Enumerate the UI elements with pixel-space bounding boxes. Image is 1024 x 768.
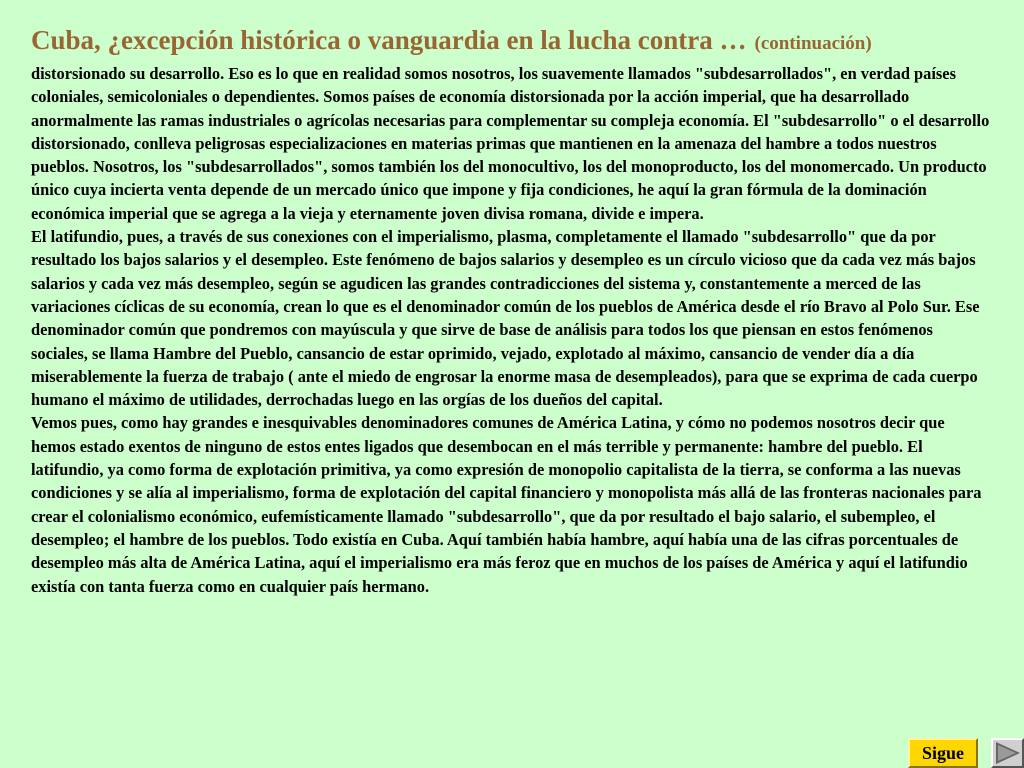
play-arrow-button[interactable] xyxy=(991,738,1024,768)
slide-title-main: Cuba, ¿excepción histórica o vanguardia en la lucha contra … xyxy=(31,25,747,55)
next-button[interactable]: Sigue xyxy=(908,738,978,768)
slide-title xyxy=(31,18,1001,64)
slide-title-suffix: (continuación) xyxy=(754,33,872,54)
body-paragraph: distorsionado su desarrollo. Eso es lo que en realidad somos nosotros, los suavemente llamados "subdesarrollados", en verdad países coloniales, semicoloniales o dependientes. Somos países de economía distorsionada por la acción imperial, que ha desarrollado anormalmente las ramas industriales o agrícolas necesarias para complementar su compleja economía. El "subdesarrollo" o el desarrollo distorsionado, conlleva peligrosas especializaciones en materias primas que mantienen en la amenaza del hambre a todos nuestros pueblos. Nosotros, los "subdesarrollados", somos también los del monocultivo, los del monoproducto, los del monomercado. Un producto único cuya incierta venta depende de un mercado único que impone y fija condiciones, he aquí la gran fórmula de la dominación económica imperial que se agrega a la vieja y eternamente joven divisa romana, divide e impera. xyxy=(31,64,990,223)
body-paragraph: Vemos pues, como hay grandes e inesquivables denominadores comunes de América Latina, y cómo no podemos nosotros decir que hemos estado exentos de ninguno de estos entes ligados que desembocan en el más terrible y permanente: hambre del pueblo. El latifundio, ya como forma de explotación primitiva, ya como expresión de monopolio capitalista de la tierra, se conforma a las nuevas condiciones y se alía al imperialismo, forma de explotación del capital financiero y monopolista más allá de las fronteras nacionales para crear el colonialismo económico, eufemísticamente llamado "subdesarrollo", que da por resultado el bajo salario, el subempleo, el desempleo; el hambre de los pueblos. Todo existía en Cuba. Aquí también había hambre, aquí había una de las cifras porcentuales de desempleo más alta de América Latina, aquí el imperialismo era más feroz que en muchos de los países de América y aquí el latifundio existía con tanta fuerza como en cualquier país hermano. xyxy=(31,413,982,596)
slide-body xyxy=(31,62,993,598)
play-arrow-icon xyxy=(993,740,1022,766)
body-paragraph: El latifundio, pues, a través de sus conexiones con el imperialismo, plasma, completamente el llamado "subdesarrollo" que da por resultado los bajos salarios y el desempleo. Este fenómeno de bajos salarios y desempleo es un círculo vicioso que da cada vez más bajos salarios y cada vez más desempleo, según se agudicen las grandes contradicciones del sistema y, constantemente a merced de las variaciones cíclicas de su economía, crean lo que es el denominador común de los pueblos de América desde el río Bravo al Polo Sur. Ese denominador común que pondremos con mayúscula y que sirve de base de análisis para todos los que piensan en estos fenómenos sociales, se llama Hambre del Pueblo, cansancio de estar oprimido, vejado, explotado al máximo, cansancio de vender día a día miserablemente la fuerza de trabajo ( ante el miedo de engrosar la enorme masa de desempleados), para que se exprima de cada cuerpo humano el máximo de utilidades, derrochadas luego en las orgías de los dueños del capital. xyxy=(31,227,980,410)
